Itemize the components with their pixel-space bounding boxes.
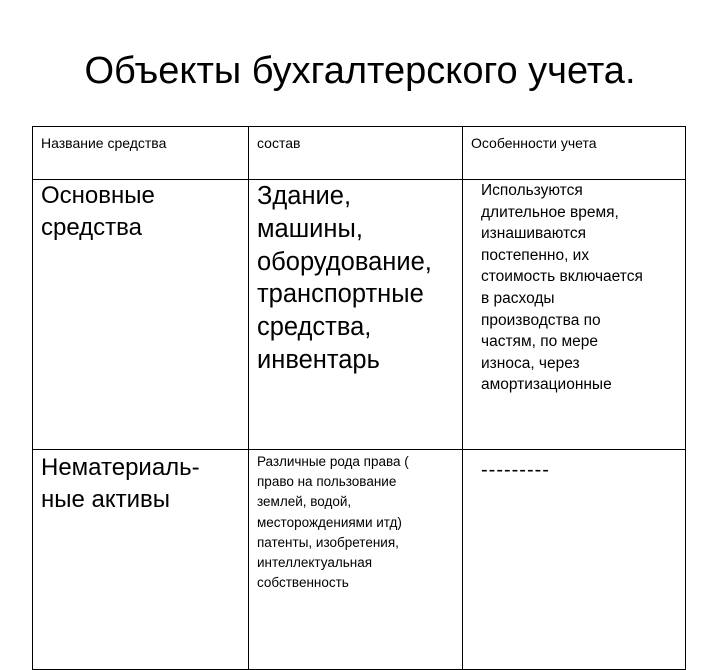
slide-title: Объекты бухгалтерского учета. — [84, 50, 636, 92]
header-cell-composition — [249, 127, 463, 180]
header-cell-name — [33, 127, 249, 180]
intangible-assets-composition: Различные рода права ( право на пользование землей, водой, месторождениями итд) патенты, изобретения, интеллектуальная собственность — [257, 454, 409, 591]
accounting-objects-table — [32, 126, 686, 670]
header-cell-features — [463, 127, 686, 180]
header-label-composition: состав — [257, 135, 301, 151]
fixed-assets-composition: Здание, машины, оборудование, транспортные средства, инвентарь — [257, 182, 432, 374]
fixed-assets-features: Используются длительное время, изнашиваются постепенно, их стоимость включается в расходы производства по частям, по мере износа, через амортизационные — [481, 182, 643, 394]
intangible-assets-features: --------- — [481, 459, 550, 481]
table-header-row — [33, 127, 686, 180]
table-row — [33, 450, 686, 670]
fixed-assets-name: Основные средства — [41, 182, 155, 241]
cell-composition-intangible-assets — [249, 450, 463, 670]
header-label-name: Название средства — [41, 135, 167, 151]
intangible-assets-name: Нематериаль- ные активы — [41, 454, 200, 513]
header-label-features: Особенности учета — [471, 135, 597, 151]
cell-features-intangible-assets — [463, 450, 686, 670]
cell-name-intangible-assets — [33, 450, 249, 670]
cell-features-fixed-assets — [463, 180, 686, 450]
table-row — [33, 180, 686, 450]
cell-composition-fixed-assets — [249, 180, 463, 450]
cell-name-fixed-assets — [33, 180, 249, 450]
